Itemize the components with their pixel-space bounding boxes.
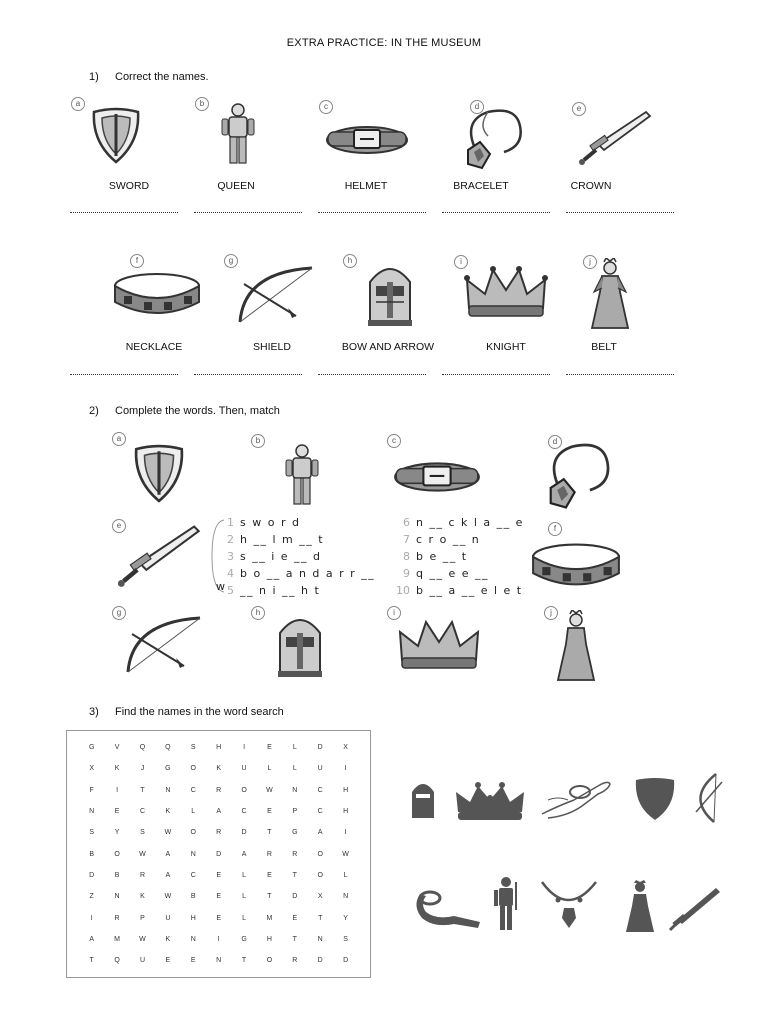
grid-cell[interactable]: U [139,957,145,965]
grid-cell[interactable]: H [266,935,272,943]
grid-cell[interactable]: G [165,765,171,773]
grid-cell[interactable]: H [216,744,222,752]
grid-cell[interactable]: K [114,765,120,773]
grid-cell[interactable]: N [89,808,95,816]
queen-icon [554,610,598,682]
grid-cell[interactable]: R [266,850,272,858]
question-number: 1) [89,71,99,83]
grid-row [79,907,358,928]
grid-cell[interactable]: O [317,850,323,858]
letter-badge: j [583,255,597,269]
grid-cell[interactable]: D [241,829,247,837]
grid-row [79,929,358,950]
grid-cell[interactable]: N [317,935,323,943]
grid-cell[interactable]: L [242,893,246,901]
grid-cell[interactable]: L [292,765,297,773]
grid-cell[interactable]: L [242,871,246,879]
belt-icon [324,120,410,160]
grid-cell[interactable]: W [164,893,172,901]
grid-cell[interactable]: E [190,957,196,965]
grid-cell[interactable]: T [292,935,297,943]
word-label: SHIELD [253,341,291,353]
sword-icon [576,108,656,166]
word-item[interactable]: 8 b e __ t [403,550,468,563]
page-title: EXTRA PRACTICE: IN THE MUSEUM [286,37,482,49]
grid-cell[interactable]: W [342,850,349,858]
necklace-icon [458,106,530,174]
bracelet-icon [528,536,624,594]
word-label: HELMET [344,180,388,192]
grid-cell[interactable]: O [266,957,273,965]
grid-cell[interactable]: A [165,871,171,879]
grid-cell[interactable]: I [217,935,220,943]
shield-icon [88,104,144,166]
queen-icon [588,258,632,330]
letter-badge: i [387,606,401,620]
word-search-grid [66,730,371,978]
grid-row [79,780,358,801]
grid-cell[interactable]: A [241,850,247,858]
grid-cell[interactable]: L [343,871,348,879]
grid-cell[interactable]: M [114,935,120,943]
grid-cell[interactable]: T [89,957,94,965]
grid-cell[interactable]: C [241,808,247,816]
grid-cell[interactable]: R [216,829,222,837]
helmet-icon [364,258,416,328]
grid-cell[interactable]: N [165,786,171,794]
grid-cell[interactable]: A [317,829,323,837]
grid-cell[interactable]: E [267,808,272,816]
grid-cell[interactable]: S [343,935,348,943]
question-1-heading [89,71,489,85]
question-number: 2) [89,405,99,417]
grid-cell[interactable]: F [89,786,94,794]
word-item[interactable]: 5 __ n i __ h t [227,584,321,597]
grid-cell[interactable]: C [139,808,145,816]
letter-badge: h [251,606,265,620]
grid-cell[interactable]: Q [165,744,171,752]
grid-cell[interactable]: X [89,765,95,773]
grid-cell[interactable]: E [216,893,221,901]
bracelet-icon [110,266,204,322]
grid-cell[interactable]: O [317,871,323,879]
word-item[interactable]: 9 q __ e e __ [403,567,490,580]
grid-cell[interactable]: O [241,786,247,794]
grid-cell[interactable]: P [292,808,298,816]
letter-badge: j [544,606,558,620]
word-item[interactable]: 1 s w o r d [227,516,301,529]
answer-line[interactable] [70,374,178,375]
grid-cell[interactable]: B [114,871,120,879]
grid-cell[interactable]: T [140,786,145,794]
helmet-icon [408,778,438,822]
grid-cell[interactable]: W [139,935,146,943]
grid-cell[interactable]: E [216,871,221,879]
grid-cell[interactable]: I [90,914,93,922]
grid-cell[interactable]: D [343,957,349,965]
bow-and-arrow-icon [122,612,206,678]
grid-cell[interactable]: E [267,871,272,879]
question-2-heading [89,405,489,419]
helmet-icon [274,608,326,680]
grid-cell[interactable]: W [139,850,146,858]
word-label: NECKLACE [125,341,183,353]
shield-icon [634,776,676,822]
word-label: BRACELET [453,180,509,192]
grid-cell[interactable]: D [89,871,95,879]
word-label: CROWN [570,180,612,192]
grid-cell[interactable]: E [292,914,298,922]
grid-cell[interactable]: K [216,765,221,773]
word-item[interactable]: 10 b __ a __ e l e t [396,584,523,597]
letter-badge: g [224,254,238,268]
sword-icon [114,522,206,588]
grid-cell[interactable]: Q [114,957,120,965]
bracelet-icon [538,770,618,822]
grid-row [79,950,358,971]
grid-cell[interactable]: Q [139,744,146,752]
grid-cell[interactable]: E [114,808,120,816]
grid-cell[interactable]: A [165,850,171,858]
grid-cell[interactable]: U [241,765,247,773]
letter-badge: a [112,432,126,446]
letter-badge: b [251,434,265,448]
word-label: QUEEN [217,180,255,192]
grid-cell[interactable]: B [190,893,196,901]
grid-cell[interactable]: I [344,829,347,837]
grid-cell[interactable]: G [292,829,298,837]
grid-cell[interactable]: T [241,957,247,965]
word-label: BOW AND ARROW [341,341,435,353]
letter-badge: c [319,100,333,114]
word-label: BELT [591,341,617,353]
word-item[interactable]: 2 h __ l m __ t [227,533,325,546]
grid-cell[interactable]: R [139,871,145,879]
answer-line[interactable] [442,374,550,375]
grid-cell[interactable]: D [317,744,323,752]
grid-cell[interactable]: P [140,914,145,922]
grid-cell[interactable]: N [190,850,196,858]
bow-and-arrow-icon [690,772,724,824]
grid-cell[interactable]: C [317,786,323,794]
word-item[interactable]: 6 n __ c k l a __ e [403,516,524,529]
grid-cell[interactable]: A [89,935,95,943]
grid-cell[interactable]: W [164,829,172,837]
grid-cell[interactable]: J [140,765,145,773]
answer-line[interactable] [194,374,302,375]
grid-cell[interactable]: R [292,957,298,965]
letter-badge: a [71,97,85,111]
grid-row [79,865,358,886]
grid-cell[interactable]: C [317,808,323,816]
question-3-heading [89,706,489,720]
grid-cell[interactable]: U [317,765,323,773]
grid-cell[interactable]: K [140,893,145,901]
letter-badge: d [470,100,484,114]
grid-cell[interactable]: N [216,957,222,965]
letter-badge: e [112,519,126,533]
grid-cell[interactable]: L [267,765,272,773]
grid-cell[interactable]: S [89,829,95,837]
grid-cell[interactable]: K [165,935,171,943]
grid-cell[interactable]: G [88,744,95,752]
answer-line[interactable] [566,374,674,375]
word-label: SWORD [108,180,150,192]
answer-line[interactable] [70,212,178,213]
grid-cell[interactable]: L [292,744,297,752]
grid-cell[interactable]: O [190,765,196,773]
grid-cell[interactable]: L [191,808,196,816]
letter-badge: g [112,606,126,620]
necklace-icon [538,878,600,932]
word-item[interactable]: 4 b o __ a n d a r r __ w [216,567,376,593]
grid-cell[interactable]: R [216,786,222,794]
grid-cell[interactable]: K [165,808,171,816]
bow-and-arrow-icon [234,262,318,328]
letter-badge: i [454,255,468,269]
grid-row [79,886,358,907]
letter-badge: h [343,254,357,268]
grid-cell[interactable]: B [89,850,95,858]
grid-cell[interactable]: H [190,914,196,922]
letter-badge: f [548,522,562,536]
knight-icon [492,876,520,932]
grid-cell[interactable]: M [266,914,273,922]
grid-cell[interactable]: O [114,850,120,858]
question-instruction: Correct the names. [115,71,209,83]
grid-cell[interactable]: D [216,850,222,858]
grid-row [79,822,358,843]
grid-cell[interactable]: C [190,871,196,879]
grid-cell[interactable]: A [216,808,221,816]
grid-cell[interactable]: I [344,765,347,773]
crown-icon [395,616,483,672]
word-search-table [79,737,358,971]
grid-cell[interactable]: E [216,914,221,922]
question-instruction: Complete the words. Then, match [115,405,280,417]
grid-cell[interactable]: T [292,871,297,879]
grid-cell[interactable]: E [267,744,272,752]
letter-badge: e [572,102,586,116]
grid-cell[interactable]: S [190,744,196,752]
grid-cell[interactable]: N [114,893,120,901]
grid-cell[interactable]: V [114,744,120,752]
sword-icon [666,882,726,934]
grid-cell[interactable]: S [140,829,145,837]
answer-line[interactable] [318,374,426,375]
grid-cell[interactable]: X [317,893,323,901]
question-number: 3) [89,706,99,718]
necklace-icon [538,440,620,514]
grid-cell[interactable]: I [243,744,246,752]
grid-row [79,801,358,822]
grid-row [79,737,358,758]
grid-cell[interactable]: T [267,829,272,837]
word-list-left [216,516,376,601]
grid-cell[interactable]: N [343,893,349,901]
grid-cell[interactable]: H [343,808,349,816]
grid-cell[interactable]: W [266,786,273,794]
grid-cell[interactable]: U [165,914,171,922]
word-label: KNIGHT [486,341,526,353]
answer-line[interactable] [194,212,302,213]
grid-cell[interactable]: C [190,786,196,794]
question-instruction: Find the names in the word search [115,706,284,718]
letter-badge: f [130,254,144,268]
grid-cell[interactable]: Y [114,829,120,837]
grid-cell[interactable]: R [114,914,120,922]
answer-line[interactable] [318,212,426,213]
grid-cell[interactable]: D [317,957,323,965]
grid-cell[interactable]: G [241,935,247,943]
crown-icon [463,264,549,320]
letter-badge: b [195,97,209,111]
word-list-right [392,516,542,601]
knight-icon [218,102,258,168]
letter-badge: c [387,434,401,448]
crown-icon [452,782,528,822]
grid-cell[interactable]: Y [343,914,348,922]
belt-icon [392,456,482,498]
belt-icon [410,884,482,934]
grid-row [79,758,358,779]
grid-cell[interactable]: I [116,786,119,794]
word-item[interactable]: 7 c r o __ n [403,533,481,546]
grid-cell[interactable]: E [165,957,171,965]
queen-icon [624,880,656,934]
grid-cell[interactable]: H [343,786,349,794]
grid-cell[interactable]: T [267,893,272,901]
grid-cell[interactable]: X [343,744,348,752]
answer-line[interactable] [566,212,674,213]
grid-cell[interactable]: R [292,850,298,858]
grid-cell[interactable]: D [292,893,298,901]
grid-cell[interactable]: L [242,914,246,922]
grid-cell[interactable]: Z [89,893,94,901]
grid-cell[interactable]: N [190,935,196,943]
grid-cell[interactable]: N [292,786,298,794]
grid-row [79,843,358,864]
word-item[interactable]: 3 s __ i e __ d [227,550,322,563]
answer-line[interactable] [442,212,550,213]
shield-icon [130,440,188,506]
grid-cell[interactable]: O [190,829,196,837]
grid-cell[interactable]: T [318,914,323,922]
knight-icon [282,442,322,510]
letter-badge: d [548,435,562,449]
